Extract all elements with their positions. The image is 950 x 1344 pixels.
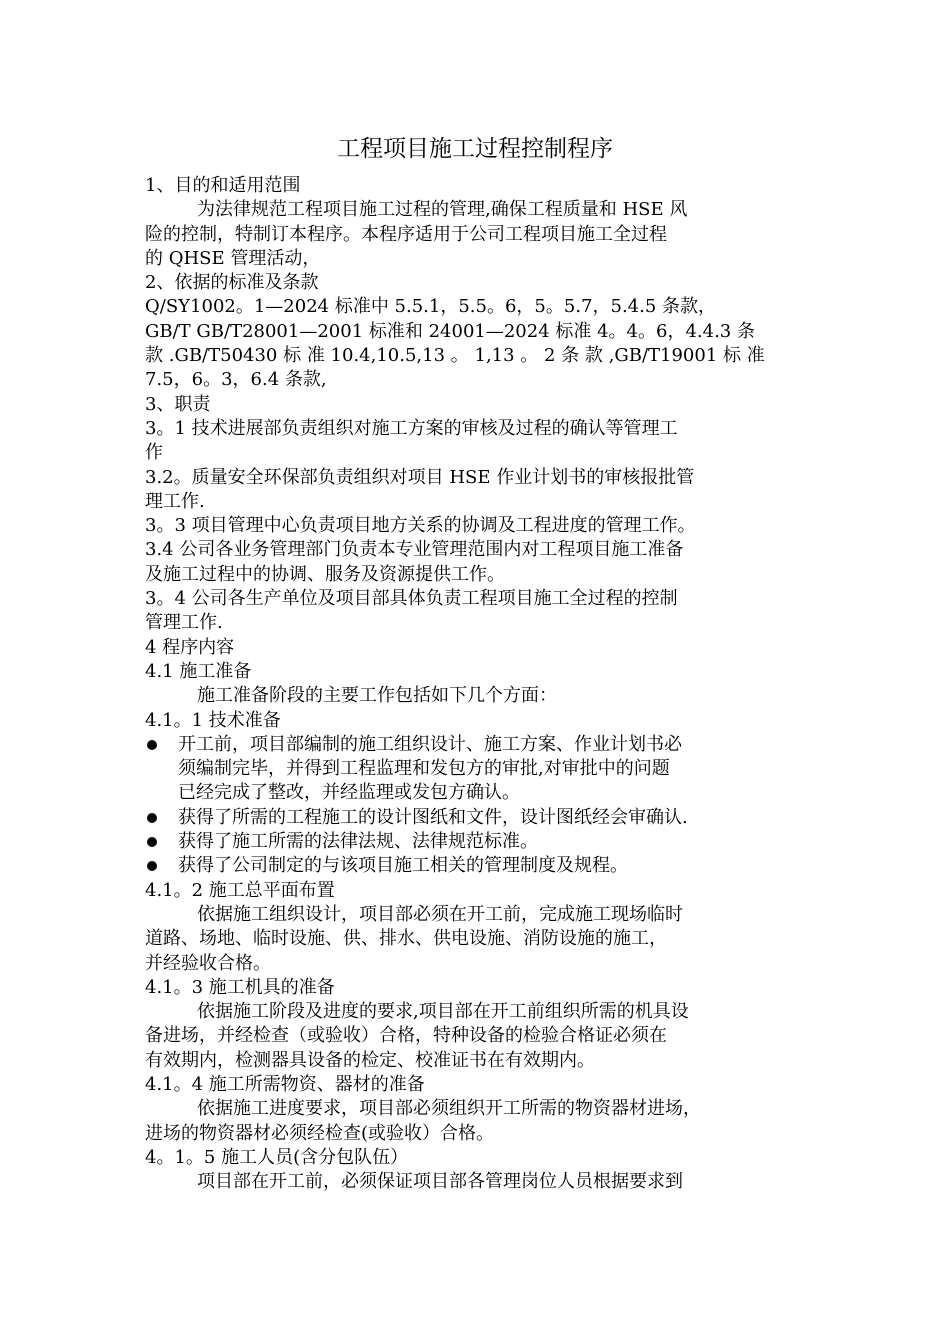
paragraph-line: 并经验收合格。 — [145, 952, 271, 974]
paragraph-line: 项目部在开工前，必须保证项目部各管理岗位人员根据要求到 — [197, 1171, 683, 1193]
document-title: 工程项目施工过程控制程序 — [337, 136, 613, 162]
bullet-line: 须编制完毕，并得到工程监理和发包方的审批,对审批中的问题 — [178, 758, 670, 780]
paragraph-line: Q/SY1002。1—2024 标准中 5.5.1，5.5。6，5。5.7，5.4.5 条款， — [145, 296, 717, 318]
bullet-line: 已经完成了整改，并经监理或发包方确认。 — [178, 782, 520, 804]
responsibility-line: 3。3 项目管理中心负责项目地方关系的协调及工程进度的管理工作。 — [145, 515, 696, 537]
paragraph-line: 依据施工进度要求，项目部必须组织开工所需的物资器材进场， — [197, 1098, 701, 1120]
subsection-heading-personnel: 4。1。5 施工人员(含分包队伍） — [145, 1146, 409, 1168]
responsibility-line: 3.2。质量安全环保部负责组织对项目 HSE 作业计划书的审核报批管 — [145, 466, 695, 488]
paragraph-line: GB/T GB/T28001—2001 标准和 24001—2024 标准 4。4。6，4.4.3 条 — [145, 320, 755, 342]
bullet-line: 获得了公司制定的与该项目施工相关的管理制度及规程。 — [178, 855, 628, 877]
bullet-line: 获得了施工所需的法律法规、法律规范标准。 — [178, 831, 538, 853]
bullet-icon — [147, 813, 157, 823]
bullet-item — [145, 854, 810, 878]
subsection-heading-technical: 4.1。1 技术准备 — [145, 709, 281, 731]
responsibility-line: 3.4 公司各业务管理部门负责本专业管理范围内对工程项目施工准备 — [145, 539, 684, 561]
responsibility-line: 及施工过程中的协调、服务及资源提供工作。 — [145, 563, 505, 585]
bullet-icon — [147, 740, 157, 750]
bullet-line: 开工前，项目部编制的施工组织设计、施工方案、作业计划书必 — [178, 733, 682, 755]
bullet-item — [145, 806, 810, 830]
responsibility-line: 作 — [145, 442, 163, 464]
subsection-heading-equipment: 4.1。3 施工机具的准备 — [145, 976, 335, 998]
section-heading-procedure: 4 程序内容 — [145, 636, 235, 658]
responsibility-line: 理工作. — [145, 490, 205, 512]
section-heading-responsibilities: 3、职责 — [145, 393, 211, 415]
section-heading-standards: 2、依据的标准及条款 — [145, 272, 319, 294]
paragraph-line: 7.5，6。3，6.4 条款, — [145, 369, 327, 391]
paragraph-line: 依据施工组织设计，项目部必须在开工前，完成施工现场临时 — [197, 903, 683, 925]
bullet-icon — [147, 861, 157, 871]
paragraph-line: 施工准备阶段的主要工作包括如下几个方面： — [197, 685, 557, 707]
paragraph-line: 的 QHSE 管理活动， — [145, 247, 321, 269]
bullet-item — [145, 733, 810, 806]
paragraph-line: 道路、场地、临时设施、供、排水、供电设施、消防设施的施工， — [145, 928, 667, 950]
subsection-heading-materials: 4.1。4 施工所需物资、器材的准备 — [145, 1073, 425, 1095]
paragraph-line: 备进场，并经检查（或验收）合格，特种设备的检验合格证必须在 — [145, 1025, 667, 1047]
paragraph-line: 依据施工阶段及进度的要求,项目部在开工前组织所需的机具设 — [197, 1001, 689, 1023]
subsection-heading-site-layout: 4.1。2 施工总平面布置 — [145, 879, 335, 901]
responsibility-line: 3。4 公司各生产单位及项目部具体负责工程项目施工全过程的控制 — [145, 588, 678, 610]
subsection-heading-preparation: 4.1 施工准备 — [145, 660, 252, 682]
document-body — [145, 174, 810, 1194]
paragraph-line: 险的控制，特制订本程序。本程序适用于公司工程项目施工全过程 — [145, 223, 667, 245]
section-heading-purpose: 1、目的和适用范围 — [145, 175, 301, 196]
bullet-icon — [147, 837, 157, 847]
paragraph-line: 有效期内，检测器具设备的检定、校准证书在有效期内。 — [145, 1049, 595, 1071]
paragraph-line: 款 .GB/T50430 标 准 10.4,10.5,13 。 1,13 。 2 条 款 ,GB/T19001 标 准 — [145, 345, 765, 367]
paragraph-line: 为法律规范工程项目施工过程的管理,确保工程质量和 HSE 风 — [197, 199, 688, 221]
responsibility-line: 管理工作. — [145, 612, 223, 634]
paragraph-line: 进场的物资器材必须经检查(或验收）合格。 — [145, 1122, 495, 1144]
bullet-item — [145, 830, 810, 854]
responsibility-line: 3。1 技术进展部负责组织对施工方案的审核及过程的确认等管理工 — [145, 417, 678, 439]
bullet-line: 获得了所需的工程施工的设计图纸和文件，设计图纸经会审确认. — [178, 806, 688, 828]
